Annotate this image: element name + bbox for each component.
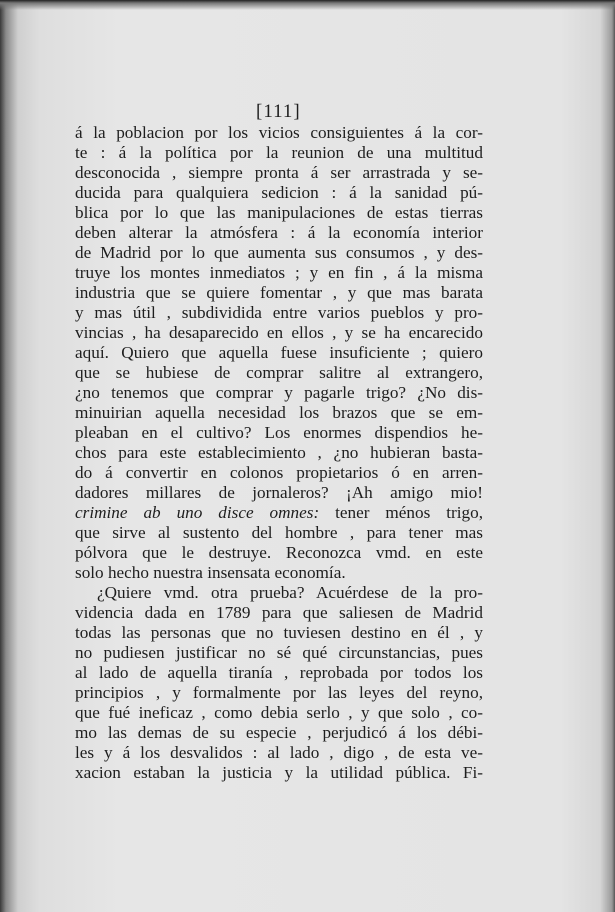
text-line: desconocida , siempre pronta á ser arrastrada y se- bbox=[75, 163, 483, 182]
text-line: solo hecho nuestra insensata economía. bbox=[75, 563, 346, 582]
text-line: minuirian aquella necesidad los brazos que se em- bbox=[75, 403, 483, 422]
text-line: xacion estaban la justicia y la utilidad pública. Fi- bbox=[75, 763, 483, 782]
text-line: á la poblacion por los vicios consiguientes á la cor- bbox=[75, 123, 483, 142]
text-line: pleaban en el cultivo? Los enormes dispendios he- bbox=[75, 423, 483, 442]
text-line: ¿Quiere vmd. otra prueba? Acuérdese de la pro- bbox=[97, 583, 483, 602]
text-line: vincias , ha desaparecido en ellos , y se ha encarecido bbox=[75, 323, 483, 342]
text-line: al lado de aquella tiranía , reprobada por todos los bbox=[75, 663, 483, 682]
body-text bbox=[75, 123, 483, 783]
text-segment: tener ménos trigo, bbox=[319, 503, 483, 522]
text-line: todas las personas que no tuviesen destino en él , y bbox=[75, 623, 483, 642]
text-line: deben alterar la atmósfera : á la economía interior bbox=[75, 223, 483, 242]
text-line: industria que se quiere fomentar , y que mas barata bbox=[75, 283, 483, 302]
text-line: chos para este establecimiento , ¿no hubieran basta- bbox=[75, 443, 483, 462]
text-line: blica por lo que las manipulaciones de estas tierras bbox=[75, 203, 483, 222]
text-line: dadores millares de jornaleros? ¡Ah amigo mio! bbox=[75, 483, 483, 502]
text-line: principios , y formalmente por las leyes del reyno, bbox=[75, 683, 483, 702]
text-line: do á convertir en colonos propietarios ó en arren- bbox=[75, 463, 483, 482]
scan-edge bbox=[0, 0, 615, 10]
text-line: te : á la política por la reunion de una multitud bbox=[75, 143, 483, 162]
text-line: de Madrid por lo que aumenta sus consumos , y des- bbox=[75, 243, 483, 262]
text-line: ¿no tenemos que comprar y pagarle trigo? ¿No dis- bbox=[75, 383, 483, 402]
text-line: que se hubiese de comprar salitre al extrangero, bbox=[75, 363, 483, 382]
text-line: les y á los desvalidos : al lado , digo , de esta ve- bbox=[75, 743, 483, 762]
page-number: [111] bbox=[256, 101, 301, 122]
text-line: aquí. Quiero que aquella fuese insuficiente ; quiero bbox=[75, 343, 483, 362]
text-line: videncia dada en 1789 para que saliesen de Madrid bbox=[75, 603, 483, 622]
text-line: que fué ineficaz , como debia serlo , y que solo , co- bbox=[75, 703, 483, 722]
text-line: que sirve al sustento del hombre , para tener mas bbox=[75, 523, 483, 542]
text-line: truye los montes inmediatos ; y en fin , á la misma bbox=[75, 263, 483, 282]
text-line: no pudiesen justificar no sé qué circunstancias, pues bbox=[75, 643, 483, 662]
latin-quote: crimine ab uno disce omnes: bbox=[75, 503, 320, 522]
text-line bbox=[75, 503, 483, 523]
text-line: ducida para qualquiera sedicion : á la sanidad pú- bbox=[75, 183, 483, 202]
text-line: y mas útil , subdividida entre varios pueblos y pro- bbox=[75, 303, 483, 322]
text-line: mo las demas de su especie , perjudicó á los débi- bbox=[75, 723, 483, 742]
text-line: pólvora que le destruye. Reconozca vmd. en este bbox=[75, 543, 483, 562]
